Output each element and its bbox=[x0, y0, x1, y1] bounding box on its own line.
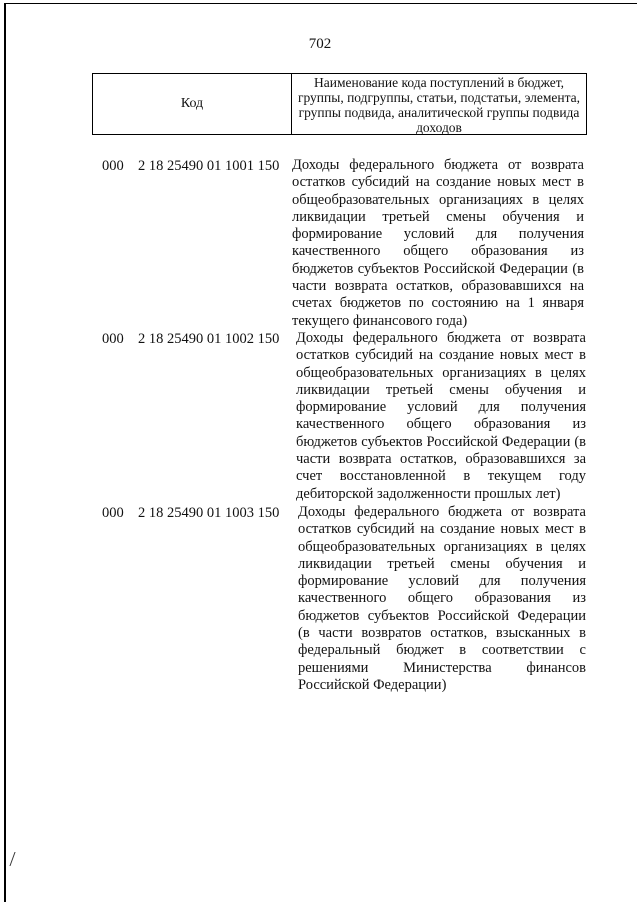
table-header bbox=[92, 73, 587, 135]
revenue-code: 2 18 25490 01 1001 150 bbox=[138, 158, 280, 174]
scan-mark bbox=[9, 852, 17, 866]
revenue-description: Доходы федерального бюджета от возврата остатков субсидий на создание новых мест в общеобразовательных организациях в целях ликвидации третьей смены обучения и формирование условий для получения качественного общего образования из бюджетов субъектов Российской Федерации (в части возвратов остатков, взысканных в федеральный бюджет в соответствии с решениями Министерства финансов Российской Федерации) bbox=[298, 504, 586, 693]
header-code-cell: Код bbox=[93, 74, 292, 134]
agency-code: 000 bbox=[102, 505, 124, 521]
revenue-code: 2 18 25490 01 1002 150 bbox=[138, 331, 280, 347]
revenue-code: 2 18 25490 01 1003 150 bbox=[138, 505, 280, 521]
revenue-description: Доходы федерального бюджета от возврата остатков субсидий на создание новых мест в общеобразовательных организациях в целях ликвидации третьей смены обучения и формирование условий для получения качественного общего образования из бюджетов субъектов Российской Федерации (в части возврата остатков, образовавшихся на счетах бюджетов по состоянию на 1 января текущего финансового года) bbox=[292, 157, 584, 329]
revenue-description: Доходы федерального бюджета от возврата остатков субсидий на создание новых мест в общеобразовательных организациях в целях ликвидации третьей смены обучения и формирование условий для получения качественного общего образования из бюджетов субъектов Российской Федерации (в части возврата остатков, образовавшихся за счет восстановленной в текущем году дебиторской задолженности прошлых лет) bbox=[296, 330, 586, 502]
header-name-cell: Наименование кода поступлений в бюджет, группы, подгруппы, статьи, подстатьи, элемента, группы подвида, аналитической группы подвида доходов bbox=[297, 75, 581, 135]
agency-code: 000 bbox=[102, 158, 124, 174]
page-number: 702 bbox=[308, 36, 332, 52]
agency-code: 000 bbox=[102, 331, 124, 347]
